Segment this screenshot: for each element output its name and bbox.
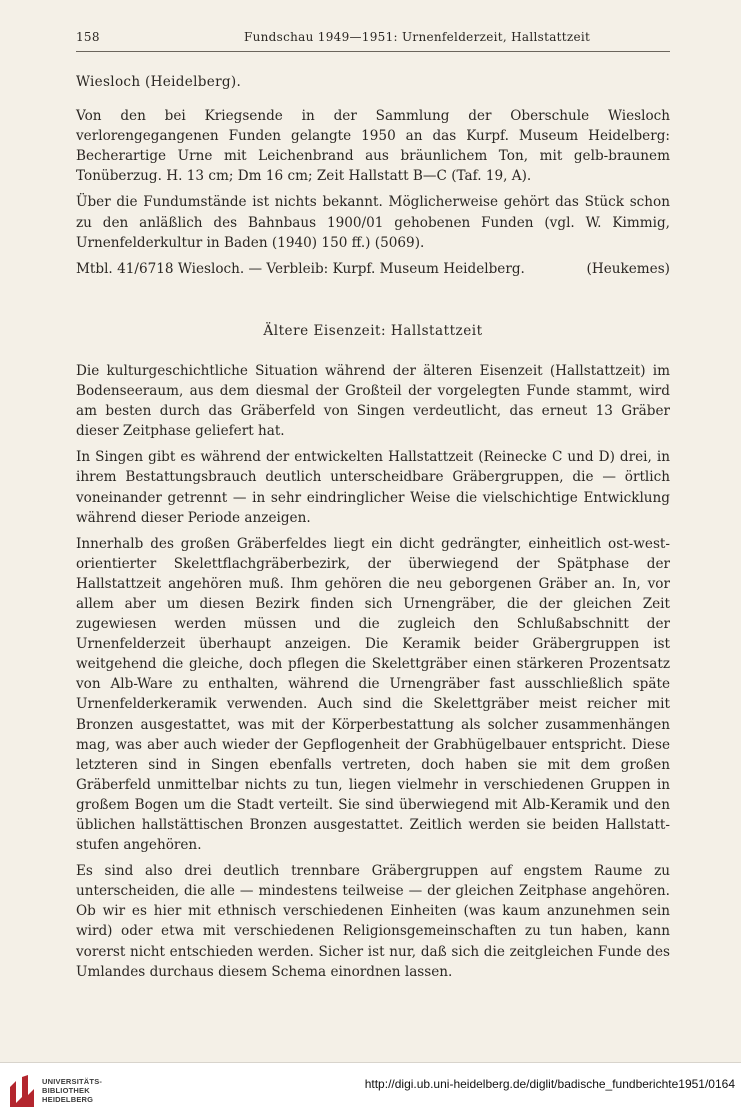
section-heading: Ältere Eisenzeit: Hallstattzeit xyxy=(263,322,483,339)
site-heading xyxy=(76,72,670,92)
university-library-logo-icon xyxy=(8,1073,36,1109)
library-name: UNIVERSITÄTS- BIBLIOTHEK HEIDELBERG xyxy=(42,1077,103,1104)
entry-paragraph: Von den bei Kriegsende in der Sammlung der Oberschule Wiesloch verlorengegangenen Funden gelangte 1950 an das Kurpf. Museum Heidelberg: Becherartige Urne mit Leichenbrand aus bräunlichem Ton, mit gelb-braunem Tonüberzug. H. 13 cm; Dm 16 cm; Zeit Hallstatt B—C (Taf. 19, A). xyxy=(76,108,670,185)
section-paragraph: Die kulturgeschichtliche Situation während der älteren Eisenzeit (Hallstattzeit) im Bodenseeraum, aus dem diesmal der Großteil der vorgelegten Funde stammt, wird am besten durch das Gräberfeld von Singen verdeutlicht, das erneut 13 Gräber dieser Zeitphase geliefert hat. xyxy=(76,362,670,440)
header-rule xyxy=(76,51,670,52)
section-paragraph: Innerhalb des großen Gräberfeldes liegt ein dicht gedrängter, einheitlich ost-west-orientierter Skelettflachgräberbezirk, der überwiegend der Spätphase der Hallstattzeit angehören muß. Ihm gehören die neu geborgenen Gräber an. In, vor allem aber um diesen Bezirk finden sich Urnengräber, die der gleichen Zeit zugewiesen werden müssen und die zugleich den Schlußabschnitt der Urnenfelderzeit überhaupt anzeigen. Die Keramik beider Gräbergruppen ist weitgehend die gleiche, doch pflegen die Skelettgräber einen stärkeren Prozentsatz von Alb-Ware zu enthalten, während die Urnengräber fast ausschließlich späte Urnenfelderkeramik verwenden. Auch sind die Skelettgräber meist reicher mit Bronzen ausgestattet, was mit der Körperbestattung als solcher zusammenhängen mag, was aber auch wieder der Gepflogenheit der Grabhügelbauer entspricht. Diese letzteren sind in Singen ebenfalls vertreten, doch haben sie mit dem großen Gräberfeld unmittelbar nichts zu tun, liegen vielmehr in verschiedenen Gruppen in großem Bogen um die Stadt verteilt. Sie sind überwiegend mit Alb-Keramik und den üblichen hallstättischen Bronzen ausgestattet. Zeitlich werden sie beiden Hallstattstufen angehören. xyxy=(76,535,670,854)
section-paragraph: Es sind also drei deutlich trennbare Gräbergruppen auf engstem Raume zu unterscheiden, die alle — mindestens teilweise — der gleichen Zeitphase angehören. Ob wir es hier mit ethnisch verschiedenen Einheiten (was kaum anzunehmen sein wird) oder etwa mit verschiedenen Religionsgemeinschaften zu tun haben, kann vorerst nicht entschieden werden. Sicher ist nur, daß sich die zeitgleichen Funde des Umlandes durchaus diesem Schema einordnen lassen. xyxy=(76,863,670,980)
viewer-footer xyxy=(0,1062,741,1118)
page-number: 158 xyxy=(76,30,100,44)
permalink-url[interactable]: http://digi.ub.uni-heidelberg.de/diglit/badische_fundberichte1951/0164 xyxy=(364,1077,735,1091)
reference-text: Mtbl. 41/6718 Wiesloch. — Verbleib: Kurpf. Museum Heidelberg. xyxy=(76,260,525,277)
author-credit: (Heukemes) xyxy=(586,260,670,277)
site-place: Wiesloch xyxy=(76,74,141,90)
section-paragraph: In Singen gibt es während der entwickelten Hallstattzeit (Reinecke C und D) drei, in ihrem Bestattungsbrauch deutlich unterscheidbare Gräbergruppen, die — örtlich voneinander getrennt — in sehr eindringlicher Weise die vielschichtige Entwicklung während dieser Periode anzeigen. xyxy=(76,449,670,526)
page-content xyxy=(76,72,670,988)
running-title: Fundschau 1949—1951: Urnenfelderzeit, Hallstattzeit xyxy=(244,30,591,44)
entry-paragraph: Über die Fundumstände ist nichts bekannt. Möglicherweise gehört das Stück schon zu den anläßlich des Bahnbaus 1900/01 gehobenen Funden (vgl. W. Kimmig, Urnenfelderkultur in Baden (1940) 150 ff.) (5069). xyxy=(76,194,670,251)
site-district: (Heidelberg). xyxy=(145,74,242,90)
page-header xyxy=(76,30,670,50)
reference-line xyxy=(76,259,670,279)
